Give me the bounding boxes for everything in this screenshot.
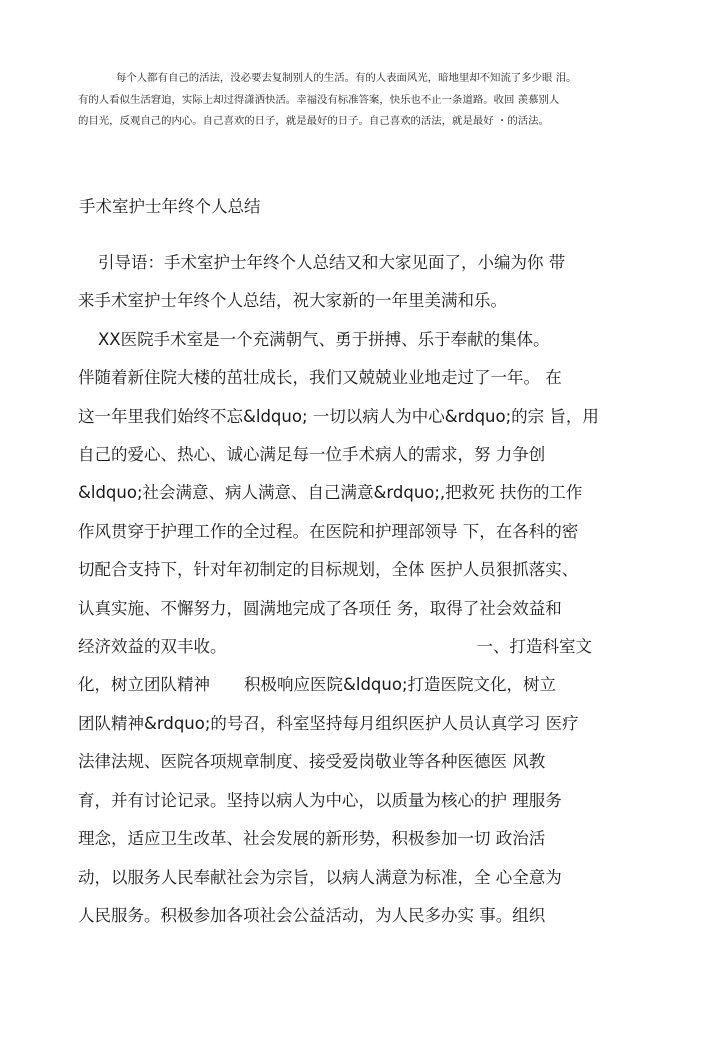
body-line: 育，并有讨论记录。坚持以病人为中心，以质量为核心的护 理服务	[78, 790, 562, 810]
body-line: XX医院手术室是一个充满朝气、勇于拼搏、乐于奉献的集体。	[98, 329, 550, 349]
body-line: 理念，适应卫生改革、社会发展的新形势，积极参加一切 政治活	[78, 829, 546, 849]
body-line: 法律法规、医院各项规章制度、接受爱岗敬业等各种医德医 风教	[78, 752, 546, 772]
body-line: 认真实施、不懈努力，圆满地完成了各项任 务，取得了社会效益和	[78, 598, 562, 618]
body-line: 自己的爱心、热心、诚心满足每一位手术病人的需求，努 力争创	[78, 445, 546, 465]
body-line-split	[78, 666, 668, 704]
body-fragment: 经济效益的双丰收。	[78, 637, 227, 657]
preface-paragraph	[78, 68, 668, 133]
body-line-split	[78, 628, 668, 666]
body-line: 动，以服务人民奉献社会为宗旨，以病人满意为标准，全 心全意为	[78, 867, 562, 887]
section-heading-fragment: 化，树立团队精神	[78, 675, 210, 695]
body-line: 团队精神&rdquo;的号召，科室坚持每月组织医护人员认真学习 医疗	[78, 713, 579, 733]
preface-line: 的目光，反观自己的内心。自己喜欢的日子，就是最好的日子。自己喜欢的活法，就是最好 ・的活法。	[78, 115, 549, 127]
document-title: 手术室护士年终个人总结	[79, 197, 261, 216]
body-line: &ldquo;社会满意、病人满意、自己满意&rdquo;,把救死 扶伤的工作	[78, 483, 583, 503]
preface-line: 有的人看似生活窘迫，实际上却过得潇洒快活。幸福没有标准答案，快乐也不止一条道路。收回 羡慕别人	[78, 93, 560, 106]
body-line: 来手术室护士年终个人总结，祝大家新的一年里美满和乐。	[78, 291, 507, 311]
preface-line: 每个人都有自己的活法，没必要去复制别人的生活。有的人表面风光，暗地里却不知流了多少眼 泪。	[116, 72, 577, 84]
body-text	[78, 244, 668, 935]
body-line: 这一年里我们始终不忘&ldquo; 一切以病人为中心&rdquo;的宗 旨，用	[78, 406, 599, 426]
body-line: 切配合支持下，针对年初制定的目标规划，全体 医护人员狠抓落实、	[78, 560, 579, 580]
body-line: 引导语：手术室护士年终个人总结又和大家见面了，小编为你 带	[98, 253, 566, 272]
body-line: 人民服务。积极参加各项社会公益活动，为人民多办实 事。组织	[78, 905, 546, 925]
body-fragment: 积极响应医院&ldquo;打造医院文化，树立	[244, 675, 557, 695]
body-line: 伴随着新住院大楼的茁壮成长，我们又兢兢业业地走过了一年。 在	[78, 368, 562, 388]
section-heading-fragment: 一、打造科室文	[476, 637, 592, 657]
body-line: 作风贯穿于护理工作的全过程。在医院和护理部领导 下，在各科的密	[78, 521, 579, 541]
